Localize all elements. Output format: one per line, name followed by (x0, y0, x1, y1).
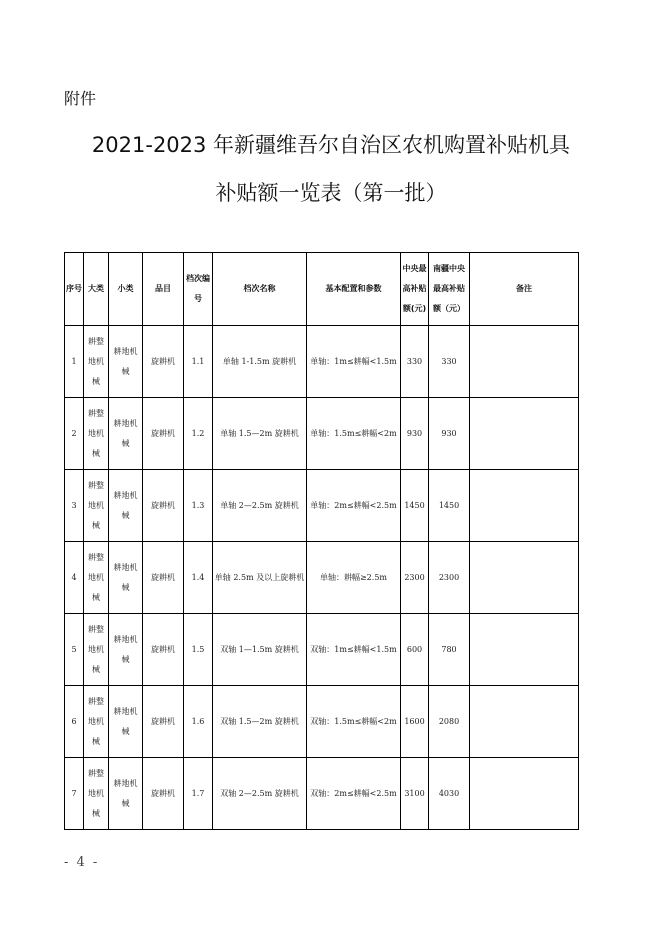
cell-seq: 1 (65, 326, 84, 398)
cell-item: 旋耕机 (143, 470, 184, 542)
cell-minor: 耕地机械 (109, 398, 143, 470)
table-row (65, 614, 579, 686)
cell-params: 双轴：1.5m≤耕幅<2m (307, 686, 401, 758)
cell-code: 1.7 (184, 758, 213, 830)
table-header-row (65, 253, 579, 326)
header-note: 备注 (470, 253, 579, 326)
cell-seq: 7 (65, 758, 84, 830)
cell-item: 旋耕机 (143, 326, 184, 398)
table-row (65, 326, 579, 398)
cell-name: 双轴 1.5—2m 旋耕机 (213, 686, 307, 758)
cell-note (470, 542, 579, 614)
cell-seq: 2 (65, 398, 84, 470)
document-title-line1: 2021-2023 年新疆维吾尔自治区农机购置补贴机具 (91, 133, 571, 157)
table-row (65, 686, 579, 758)
cell-item: 旋耕机 (143, 686, 184, 758)
header-params: 基本配置和参数 (307, 253, 401, 326)
cell-minor: 耕地机械 (109, 758, 143, 830)
cell-south: 780 (429, 614, 470, 686)
cell-params: 双轴：2m≤耕幅<2.5m (307, 758, 401, 830)
cell-note (470, 614, 579, 686)
header-grade-name: 档次名称 (213, 253, 307, 326)
cell-note (470, 758, 579, 830)
cell-code: 1.1 (184, 326, 213, 398)
cell-major: 耕整地机械 (84, 470, 109, 542)
page-number: - 4 - (64, 855, 100, 870)
cell-seq: 5 (65, 614, 84, 686)
cell-central: 1450 (401, 470, 429, 542)
cell-south: 930 (429, 398, 470, 470)
cell-params: 双轴：1m≤耕幅<1.5m (307, 614, 401, 686)
cell-name: 双轴 1—1.5m 旋耕机 (213, 614, 307, 686)
header-south-subsidy: 南疆中央最高补贴额（元） (429, 253, 470, 326)
cell-item: 旋耕机 (143, 542, 184, 614)
table-row (65, 758, 579, 830)
cell-code: 1.2 (184, 398, 213, 470)
cell-note (470, 686, 579, 758)
cell-central: 330 (401, 326, 429, 398)
header-minor-category: 小类 (109, 253, 143, 326)
cell-major: 耕整地机械 (84, 686, 109, 758)
cell-name: 单轴 1.5—2m 旋耕机 (213, 398, 307, 470)
cell-major: 耕整地机械 (84, 542, 109, 614)
table-row (65, 542, 579, 614)
cell-central: 930 (401, 398, 429, 470)
cell-note (470, 470, 579, 542)
cell-seq: 3 (65, 470, 84, 542)
cell-params: 单轴：2m≤耕幅<2.5m (307, 470, 401, 542)
cell-name: 单轴 2—2.5m 旋耕机 (213, 470, 307, 542)
cell-code: 1.3 (184, 470, 213, 542)
header-seq: 序号 (65, 253, 84, 326)
cell-params: 单轴：1.5m≤耕幅<2m (307, 398, 401, 470)
cell-central: 600 (401, 614, 429, 686)
cell-item: 旋耕机 (143, 758, 184, 830)
cell-code: 1.5 (184, 614, 213, 686)
header-grade-code: 档次编号 (184, 253, 213, 326)
cell-item: 旋耕机 (143, 614, 184, 686)
cell-major: 耕整地机械 (84, 614, 109, 686)
cell-minor: 耕地机械 (109, 542, 143, 614)
cell-central: 3100 (401, 758, 429, 830)
cell-name: 单轴 1-1.5m 旋耕机 (213, 326, 307, 398)
cell-central: 1600 (401, 686, 429, 758)
cell-name: 双轴 2—2.5m 旋耕机 (213, 758, 307, 830)
document-title-line2: 补贴额一览表（第一批） (215, 181, 447, 205)
cell-central: 2300 (401, 542, 429, 614)
subsidy-table (64, 252, 579, 830)
cell-name: 单轴 2.5m 及以上旋耕机 (213, 542, 307, 614)
cell-south: 1450 (429, 470, 470, 542)
header-item: 品目 (143, 253, 184, 326)
cell-minor: 耕地机械 (109, 470, 143, 542)
cell-south: 2080 (429, 686, 470, 758)
cell-seq: 6 (65, 686, 84, 758)
table-row (65, 470, 579, 542)
cell-south: 2300 (429, 542, 470, 614)
cell-note (470, 326, 579, 398)
cell-params: 单轴：1m≤耕幅<1.5m (307, 326, 401, 398)
table-row (65, 398, 579, 470)
cell-params: 单轴：耕幅≥2.5m (307, 542, 401, 614)
cell-major: 耕整地机械 (84, 326, 109, 398)
attachment-label: 附件 (64, 89, 97, 108)
header-major-category: 大类 (84, 253, 109, 326)
cell-minor: 耕地机械 (109, 326, 143, 398)
cell-seq: 4 (65, 542, 84, 614)
cell-minor: 耕地机械 (109, 686, 143, 758)
cell-item: 旋耕机 (143, 398, 184, 470)
cell-major: 耕整地机械 (84, 758, 109, 830)
cell-code: 1.4 (184, 542, 213, 614)
cell-code: 1.6 (184, 686, 213, 758)
cell-south: 4030 (429, 758, 470, 830)
cell-major: 耕整地机械 (84, 398, 109, 470)
cell-minor: 耕地机械 (109, 614, 143, 686)
header-central-subsidy: 中央最高补贴额(元) (401, 253, 429, 326)
cell-note (470, 398, 579, 470)
cell-south: 330 (429, 326, 470, 398)
